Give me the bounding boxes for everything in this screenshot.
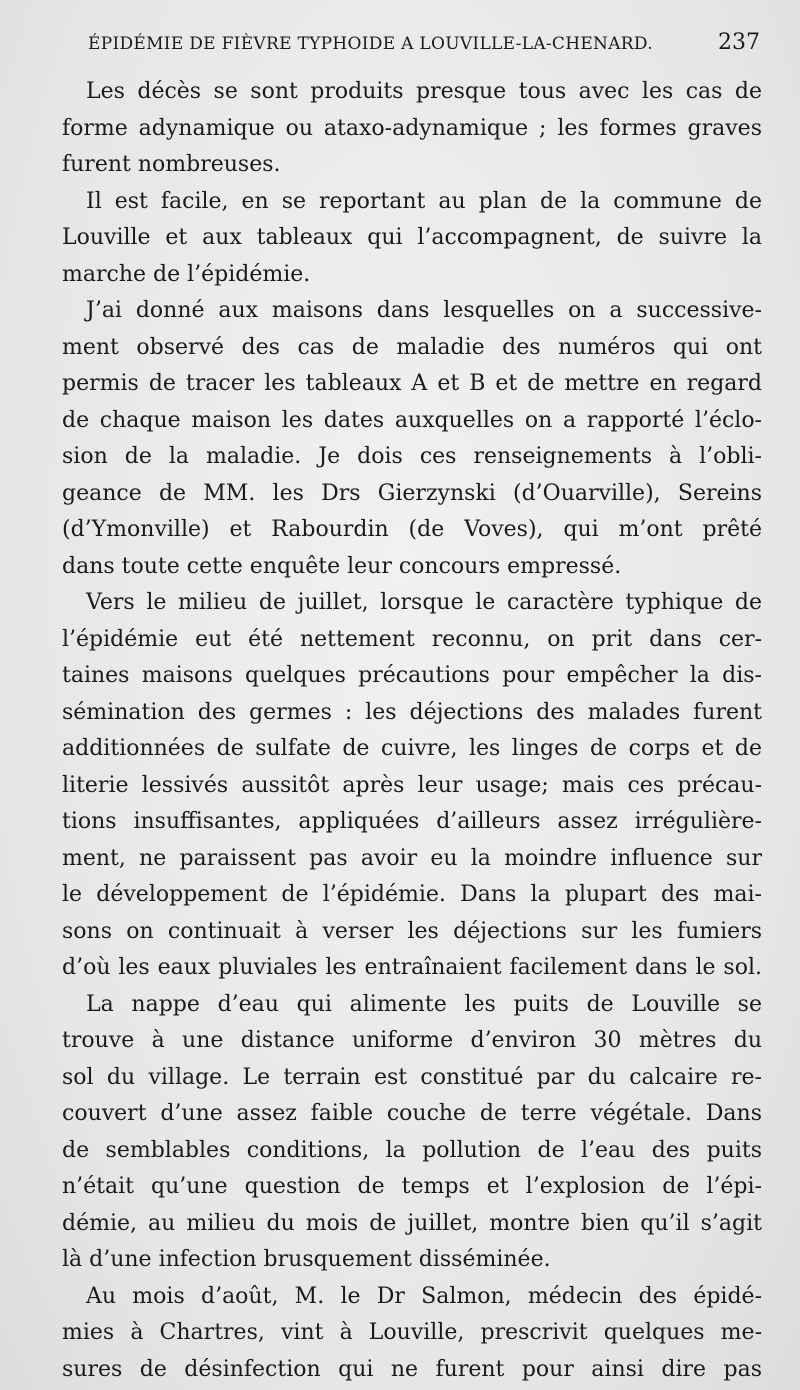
text-line: le développement de l’épidémie. Dans la plupart des mai- xyxy=(62,882,762,907)
running-head: ÉPIDÉMIE DE FIÈVRE TYPHOIDE A LOUVILLE-LA-CHENARD. xyxy=(88,34,653,54)
paragraph xyxy=(62,987,762,1279)
paragraph xyxy=(62,293,762,585)
text-line: additionnées de sulfate de cuivre, les linges de corps et de xyxy=(62,736,762,761)
text-line: là d’une infection brusquement disséminée. xyxy=(62,1247,551,1272)
paragraph xyxy=(62,585,762,987)
paragraph xyxy=(62,184,762,294)
text-line: permis de tracer les tableaux A et B et de mettre en regard xyxy=(62,371,762,396)
text-line: Au mois d’août, M. le Dr Salmon, médecin des épidé- xyxy=(86,1283,762,1309)
text-line: dans toute cette enquête leur concours empressé. xyxy=(62,553,622,579)
text-line: tions insuffisantes, appliquées d’ailleurs assez irrégulière- xyxy=(62,809,762,834)
text-line: Vers le milieu de juillet, lorsque le caractère typhique de xyxy=(86,590,762,615)
text-line: d’où les eaux pluviales les entraînaient facilement dans le sol. xyxy=(62,955,762,980)
text-line: La nappe d’eau qui alimente les puits de Louville se xyxy=(86,991,762,1017)
text-line: marche de l’épidémie. xyxy=(62,261,311,287)
page-header xyxy=(88,30,760,60)
text-line: forme adynamique ou ataxo-adynamique ; les formes graves xyxy=(62,115,762,141)
text-line: Il est facile, en se reportant au plan de la commune de xyxy=(86,188,762,214)
text-line: l’épidémie eut été nettement reconnu, on prit dans cer- xyxy=(62,626,762,652)
text-line: geance de MM. les Drs Gierzynski (d’Ouarville), Sereins xyxy=(62,480,762,506)
text-line: couvert d’une assez faible couche de terre végétale. Dans xyxy=(62,1101,762,1126)
text-line: sol du village. Le terrain est constitué par du calcaire re- xyxy=(62,1064,762,1090)
text-line: sons on continuait à verser les déjections sur les fumiers xyxy=(62,918,762,944)
text-line: de semblables conditions, la pollution de l’eau des puits xyxy=(62,1137,762,1163)
text-line: ment, ne paraissent pas avoir eu la moindre influence sur xyxy=(62,845,762,871)
text-line: taines maisons quelques précautions pour empêcher la dis- xyxy=(62,663,762,688)
text-line: Les décès se sont produits presque tous avec les cas de xyxy=(86,79,762,104)
text-line: de chaque maison les dates auxquelles on a rapporté l’éclo- xyxy=(62,407,762,433)
text-line: J’ai donné aux maisons dans lesquelles on a successive- xyxy=(86,298,762,323)
text-line: ment observé des cas de maladie des numéros qui ont xyxy=(62,334,762,360)
paragraph xyxy=(62,74,762,184)
text-line: mies à Chartres, vint à Louville, prescrivit quelques me- xyxy=(62,1320,762,1345)
paragraph xyxy=(62,1279,762,1389)
text-line: sion de la maladie. Je dois ces renseignements à l’obli- xyxy=(62,444,762,469)
text-line: (d’Ymonville) et Rabourdin (de Voves), qui m’ont prêté xyxy=(62,517,762,542)
text-line: sémination des germes : les déjections des malades furent xyxy=(62,699,762,725)
body-text xyxy=(62,74,762,1388)
text-line: trouve à une distance uniforme d’environ 30 mètres du xyxy=(62,1028,762,1053)
text-line: démie, au milieu du mois de juillet, montre bien qu’il s’agit xyxy=(62,1210,762,1236)
page-number: 237 xyxy=(718,30,760,55)
text-line: n’était qu’une question de temps et l’explosion de l’épi- xyxy=(62,1174,762,1199)
text-line: furent nombreuses. xyxy=(62,152,281,177)
text-line: sures de désinfection qui ne furent pour ainsi dire pas xyxy=(62,1356,762,1382)
text-line: Louville et aux tableaux qui l’accompagnent, de suivre la xyxy=(62,225,762,250)
text-line: literie lessivés aussitôt après leur usage; mais ces précau- xyxy=(62,772,762,798)
